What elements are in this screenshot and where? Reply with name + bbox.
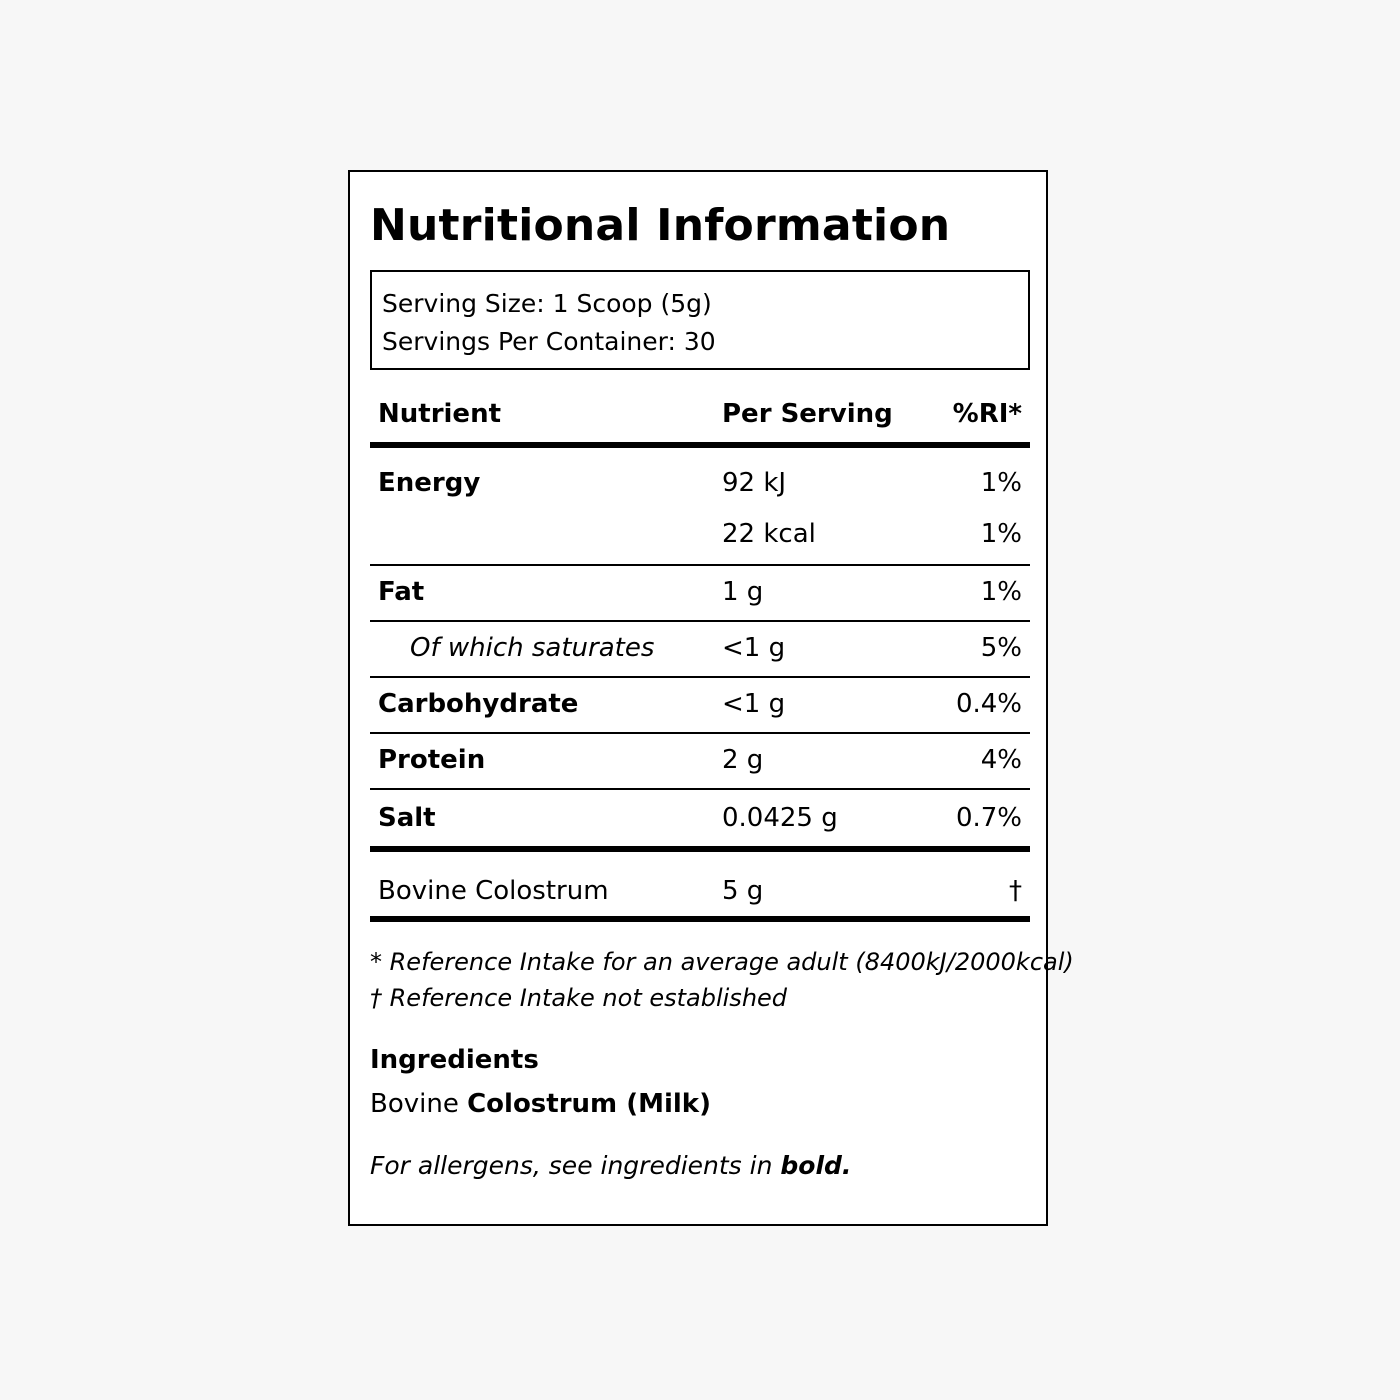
nutrient-name: Protein (378, 745, 486, 775)
ingredient-plain: Bovine (370, 1089, 468, 1119)
header-nutrient: Nutrient (378, 399, 502, 429)
header-ri: %RI* (952, 399, 1022, 429)
ri-value: † (1009, 876, 1022, 906)
table-row-energy-kj (370, 448, 1030, 506)
header-per-serving: Per Serving (722, 399, 893, 429)
ri-value: 1% (980, 468, 1022, 498)
per-serving-value: <1 g (722, 689, 786, 719)
per-serving-value: 92 kJ (722, 468, 787, 498)
nutrient-name: Bovine Colostrum (378, 876, 609, 906)
table-row-bovine-colostrum (370, 852, 1030, 922)
nutrition-label (348, 170, 1074, 1226)
ri-value: 0.4% (955, 689, 1022, 719)
nutrient-name: Salt (378, 803, 436, 833)
ingredients-heading: Ingredients (370, 1045, 539, 1075)
allergen-text: For allergens, see ingredients in (370, 1151, 781, 1180)
servings-per-container: Servings Per Container: 30 (382, 327, 716, 356)
allergen-bold: bold. (780, 1151, 852, 1180)
nutrient-name: Carbohydrate (378, 689, 579, 719)
ri-footnote: * Reference Intake for an average adult (8400kJ/2000kcal) (370, 948, 1074, 976)
table-row-energy-kcal (370, 506, 1030, 566)
ingredients-list (370, 1084, 711, 1124)
table-row-protein (370, 734, 1030, 790)
ri-value: 0.7% (955, 803, 1022, 833)
serving-info-box (370, 270, 1030, 370)
allergen-note (370, 1146, 851, 1186)
per-serving-value: 22 kcal (722, 519, 816, 549)
nutrient-name: Of which saturates (410, 633, 655, 663)
per-serving-value: <1 g (722, 633, 786, 663)
ri-value: 1% (980, 577, 1022, 607)
table-row-carbohydrate (370, 678, 1030, 734)
ri-value: 4% (980, 745, 1022, 775)
serving-size: Serving Size: 1 Scoop (5g) (382, 289, 712, 318)
dagger-footnote: † Reference Intake not established (370, 984, 788, 1012)
ingredient-allergen: Colostrum (Milk) (467, 1089, 711, 1119)
per-serving-value: 5 g (722, 876, 764, 906)
per-serving-value: 1 g (722, 577, 764, 607)
per-serving-value: 2 g (722, 745, 764, 775)
ri-value: 1% (980, 519, 1022, 549)
table-row-fat (370, 566, 1030, 622)
nutrient-name: Fat (378, 577, 425, 607)
table-header (370, 392, 1030, 448)
nutrient-name: Energy (378, 468, 481, 498)
page-title: Nutritional Information (370, 200, 951, 251)
per-serving-value: 0.0425 g (722, 803, 838, 833)
nutrition-table (370, 392, 1030, 922)
table-row-salt (370, 790, 1030, 852)
table-row-saturates (370, 622, 1030, 678)
ri-value: 5% (980, 633, 1022, 663)
footnotes (370, 944, 1074, 1016)
